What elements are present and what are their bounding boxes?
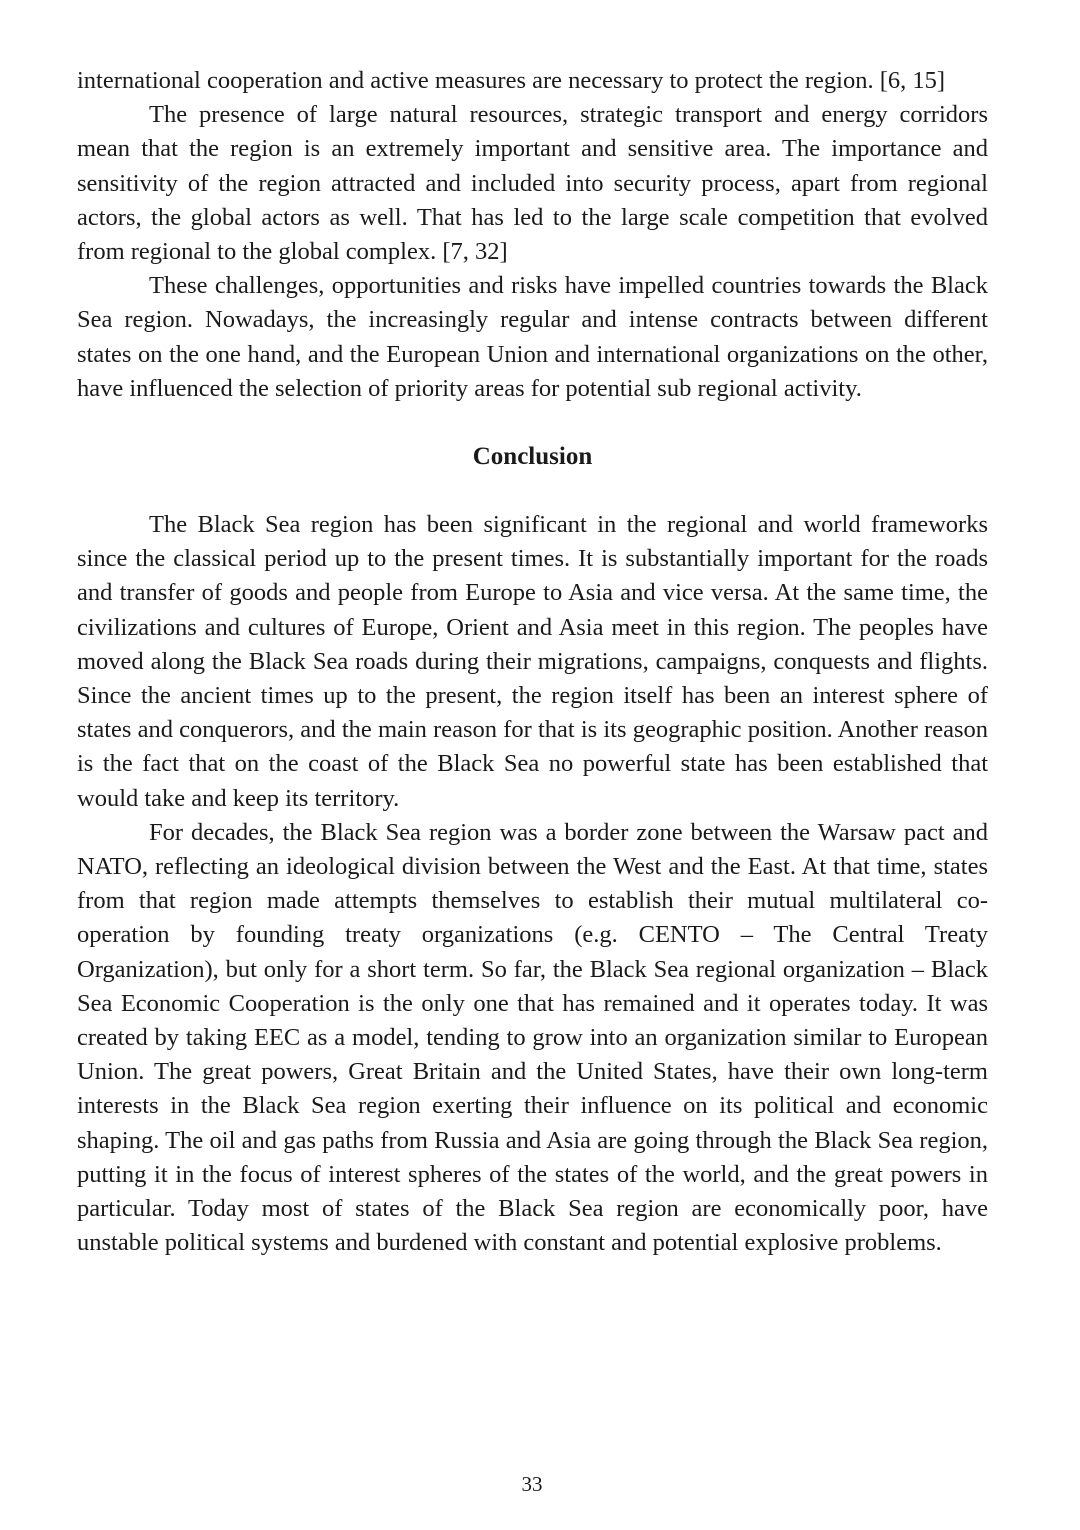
paragraph-challenges: These challenges, opportunities and risks have impelled countries towards the Black Sea region. Nowadays, the increasingly regular and intense contracts between different states on the one hand, and the European Union and international organizations on the other, have influenced the selection of priority areas for potential sub regional activity.	[77, 272, 988, 402]
spacer	[77, 406, 988, 440]
paragraph-conclusion-significance: The Black Sea region has been significant in the regional and world frameworks since the classical period up to the present times. It is substantially important for the roads and transfer of goods and people from Europe to Asia and vice versa. At the same time, the civilizations and cultures of Europe, Orient and Asia meet in this region. The peoples have moved along the Black Sea roads during their migrations, campaigns, conquests and flights. Since the ancient times up to the present, the region itself has been an interest sphere of states and conquerors, and the main reason for that is its geographic position. Another reason is the fact that on the coast of the Black Sea no powerful state has been established that would take and keep its territory.	[77, 511, 988, 812]
section-heading-conclusion: Conclusion	[472, 443, 593, 471]
paragraph-continuation: international cooperation and active measures are necessary to protect the region. [6, 15]	[77, 67, 946, 94]
paragraph-conclusion-decades: For decades, the Black Sea region was a border zone between the Warsaw pact and NATO, reflecting an ideological division between the West and the East. At that time, states from that region made attempts themselves to establish their mutual multilateral co-operation by founding treaty organizations (e.g. CENTO – The Central Treaty Organization), but only for a short term. So far, the Black Sea regional organization – Black Sea Economic Cooperation is the only one that has remained and it operates today. It was created by taking EEC as a model, tending to grow into an organization similar to European Union. The great powers, Great Britain and the United States, have their own long-term interests in the Black Sea region exerting their influence on its political and economic shaping. The oil and gas paths from Russia and Asia are going through the Black Sea region, putting it in the focus of interest spheres of the states of the world, and the great powers in particular. Today most of states of the Black Sea region are economically poor, have unstable political systems and burdened with constant and potential explosive problems.	[77, 818, 988, 1257]
page-body	[77, 64, 988, 1261]
paragraph-resources: The presence of large natural resources, strategic transport and energy corridors mean that the region is an extremely important and sensitive area. The importance and sensitivity of the region attracted and included into security process, apart from regional actors, the global actors as well. That has led to the large scale competition that evolved from regional to the global complex. [7, 32]	[77, 101, 988, 266]
page-number: 33	[521, 1472, 543, 1496]
spacer	[77, 474, 988, 508]
